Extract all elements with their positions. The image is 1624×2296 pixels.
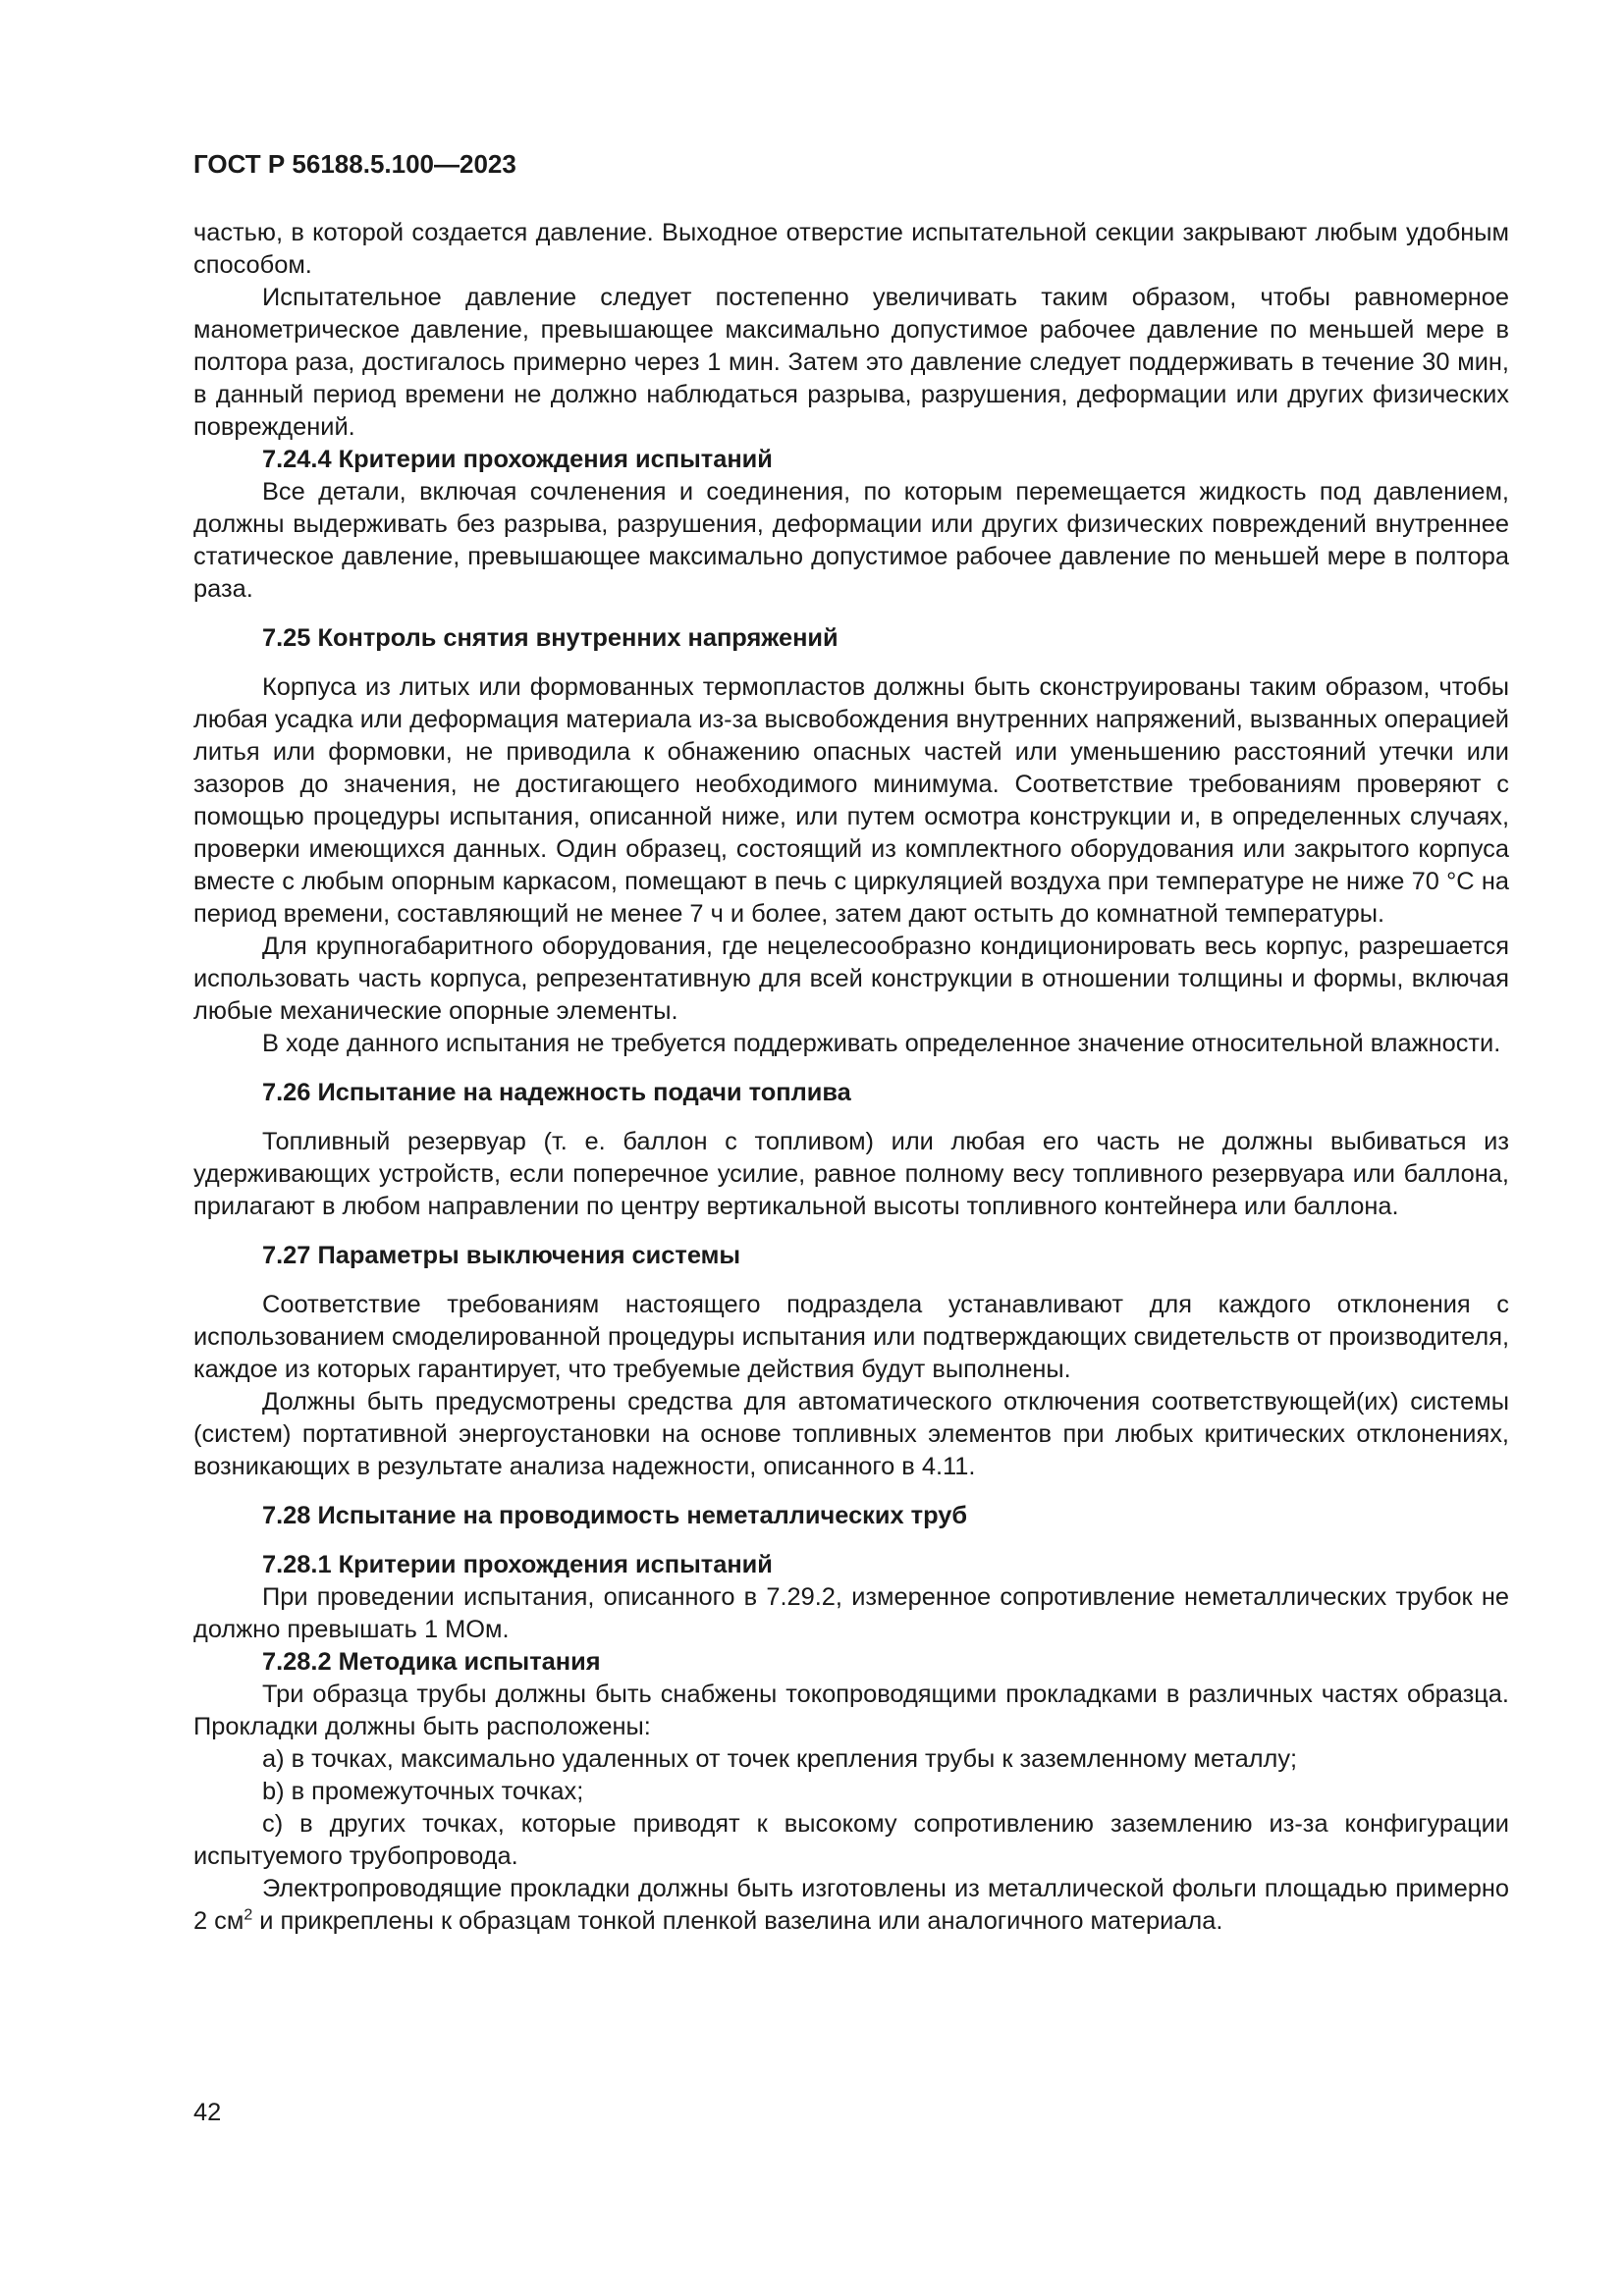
paragraph: В ходе данного испытания не требуется поддерживать определенное значение относительной влажности. bbox=[262, 1030, 1501, 1057]
document-header: ГОСТ Р 56188.5.100—2023 bbox=[193, 149, 516, 179]
section-heading-7-24-4: 7.24.4 Критерии прохождения испытаний bbox=[262, 446, 773, 473]
superscript: 2 bbox=[244, 1906, 253, 1924]
paragraph: Испытательное давление следует постепенно увеличивать таким образом, чтобы равномерное манометрическое давление, превышающее максимально допустимое рабочее давление по меньшей мере в полтора раза, достигалось примерно через 1 мин. Затем это давление следует поддерживать в течение 30 мин, в данный период времени не должно наблюдаться разрыва, разрушения, деформации или других физических повреждений. bbox=[193, 284, 1509, 441]
paragraph: Все детали, включая сочленения и соединения, по которым перемещается жидкость под давлением, должны выдерживать без разрыва, разрушения, деформации или других физических повреждений внутреннее статическое давление, превышающее максимально допустимое рабочее давление по меньшей мере в полтора раза. bbox=[193, 478, 1509, 603]
page-number: 42 bbox=[193, 2099, 222, 2126]
section-heading-7-28-2: 7.28.2 Методика испытания bbox=[262, 1648, 601, 1676]
section-heading-7-28-1: 7.28.1 Критерии прохождения испытаний bbox=[262, 1551, 773, 1578]
paragraph: частью, в которой создается давление. Выходное отверстие испытательной секции закрывают любым удобным способом. bbox=[193, 219, 1509, 279]
section-heading-7-28: 7.28 Испытание на проводимость неметаллических труб bbox=[262, 1502, 968, 1529]
paragraph: Соответствие требованиям настоящего подраздела устанавливают для каждого отклонения с использованием смоделированной процедуры испытания или подтверждающих свидетельств от производителя, каждое из которых гарантирует, что требуемые действия будут выполнены. bbox=[193, 1291, 1509, 1383]
paragraph: Корпуса из литых или формованных термопластов должны быть сконструированы таким образом, чтобы любая усадка или деформация материала из-за высвобождения внутренних напряжений, вызванных операцией литья или формовки, не приводила к обнажению опасных частей или уменьшению расстояний утечки или зазоров до значения, не достигающего необходимого минимума. Соответствие требованиям проверяют с помощью процедуры испытания, описанной ниже, или путем осмотра конструкции и, в определенных случаях, проверки имеющихся данных. Один образец, состоящий из комплектного оборудования или закрытого корпуса вместе с любым опорным каркасом, помещают в печь с циркуляцией воздуха при температуре не ниже 70 °C на период времени, составляющий не менее 7 ч и более, затем дают остыть до комнатной температуры. bbox=[193, 673, 1509, 928]
list-item: b) в промежуточных точках; bbox=[262, 1778, 584, 1805]
paragraph: При проведении испытания, описанного в 7.29.2, измеренное сопротивление неметаллических трубок не должно превышать 1 МОм. bbox=[193, 1583, 1509, 1643]
paragraph-text: и прикреплены к образцам тонкой пленкой вазелина или аналогичного материала. bbox=[252, 1907, 1223, 1935]
list-item: c) в других точках, которые приводят к высокому сопротивлению заземлению из-за конфигурации испытуемого трубопровода. bbox=[193, 1810, 1509, 1870]
paragraph bbox=[193, 1873, 1509, 1938]
paragraph-text: Электропроводящие прокладки должны быть изготовлены из металлической фольги площадью примерно 2 см bbox=[193, 1875, 1509, 1935]
section-heading-7-27: 7.27 Параметры выключения системы bbox=[262, 1242, 741, 1269]
paragraph: Топливный резервуар (т. е. баллон с топливом) или любая его часть не должны выбиваться из удерживающих устройств, если поперечное усилие, равное полному весу топливного резервуара или баллона, прилагают в любом направлении по центру вертикальной высоты топливного контейнера или баллона. bbox=[193, 1128, 1509, 1220]
document-page bbox=[193, 147, 1509, 1938]
section-heading-7-26: 7.26 Испытание на надежность подачи топлива bbox=[262, 1079, 851, 1106]
paragraph: Для крупногабаритного оборудования, где нецелесообразно кондиционировать весь корпус, разрешается использовать часть корпуса, репрезентативную для всей конструкции в отношении толщины и формы, включая любые механические опорные элементы. bbox=[193, 933, 1509, 1025]
paragraph: Три образца трубы должны быть снабжены токопроводящими прокладками в различных частях образца. Прокладки должны быть расположены: bbox=[193, 1681, 1509, 1740]
section-heading-7-25: 7.25 Контроль снятия внутренних напряжений bbox=[262, 624, 839, 652]
paragraph: Должны быть предусмотрены средства для автоматического отключения соответствующей(их) системы (систем) портативной энергоустановки на основе топливных элементов при любых критических отклонениях, возникающих в результате анализа надежности, описанного в 4.11. bbox=[193, 1388, 1509, 1480]
list-item: a) в точках, максимально удаленных от точек крепления трубы к заземленному металлу; bbox=[262, 1745, 1298, 1773]
